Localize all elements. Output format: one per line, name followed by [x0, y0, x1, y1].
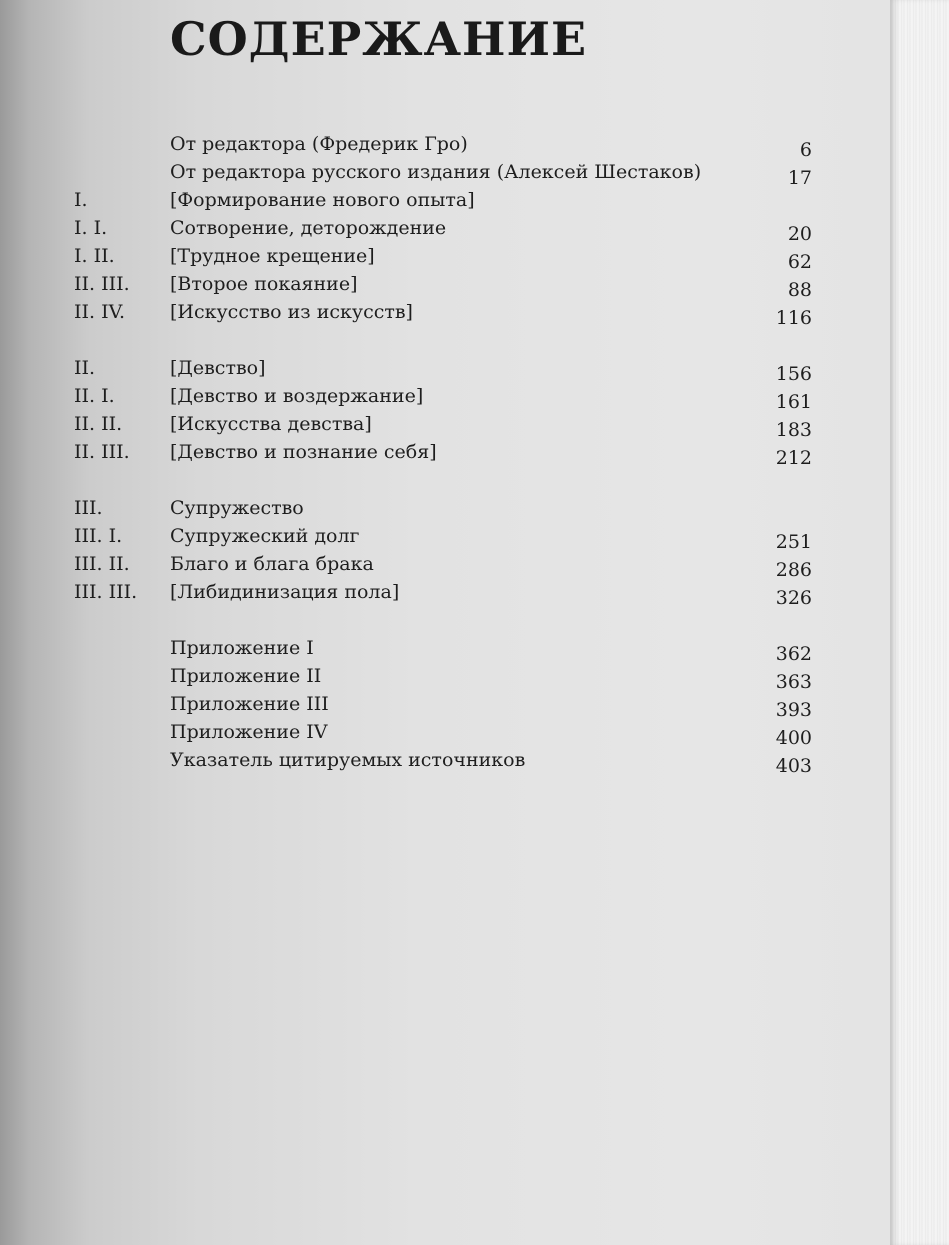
toc-entry — [0, 189, 890, 217]
toc-entry-page: 20 — [787, 223, 812, 245]
toc-entry-title: [Формирование нового опыта] — [170, 189, 475, 211]
toc-entry — [0, 385, 890, 413]
toc-entry-number: II. III. — [74, 441, 130, 463]
toc-entry — [0, 749, 890, 777]
toc-entry-number: I. II. — [74, 245, 115, 267]
toc-entry — [0, 637, 890, 665]
toc-entry-number: III. III. — [74, 581, 138, 603]
toc-entry — [0, 525, 890, 553]
toc-entry-number: II. — [74, 357, 96, 379]
toc-entry-title: Приложение II — [170, 665, 322, 687]
toc-entry-title: Приложение IV — [170, 721, 328, 743]
toc-entry-title: [Девство и познание себя] — [170, 441, 437, 463]
toc-entry — [0, 441, 890, 469]
toc-entry-title: Указатель цитируемых источников — [170, 749, 526, 771]
toc-entry — [0, 273, 890, 301]
toc-entry-title: Приложение I — [170, 637, 314, 659]
toc-entry-page: 393 — [775, 699, 812, 721]
toc-entry — [0, 133, 890, 161]
toc-entry-page: 363 — [775, 671, 812, 693]
toc-entry-page: 400 — [775, 727, 812, 749]
toc-entry-title: [Либидинизация пола] — [170, 581, 400, 603]
toc-entry — [0, 665, 890, 693]
toc-entry-title: [Искусство из искусств] — [170, 301, 413, 323]
page-title: СОДЕРЖАНИЕ — [170, 12, 588, 66]
toc-entry-number: I. — [74, 189, 88, 211]
toc-entry-page: 88 — [787, 279, 812, 301]
toc-entry-number: III. II. — [74, 553, 130, 575]
toc-entry-page: 183 — [775, 419, 812, 441]
page-stack-edge — [890, 0, 949, 1245]
toc-entry-number: II. IV. — [74, 301, 126, 323]
toc-entry-number: II. I. — [74, 385, 115, 407]
toc-entry-title: От редактора (Фредерик Гро) — [170, 133, 468, 155]
toc-entry-page: 326 — [775, 587, 812, 609]
toc-entry-title: Приложение III — [170, 693, 329, 715]
toc-entry-page: 116 — [775, 307, 812, 329]
toc-entry-title: [Девство] — [170, 357, 266, 379]
toc-entry-page: 62 — [787, 251, 812, 273]
toc-entry — [0, 301, 890, 329]
toc-entry — [0, 553, 890, 581]
toc-entry-page: 362 — [775, 643, 812, 665]
toc-entry — [0, 217, 890, 245]
toc-entry-title: [Второе покаяние] — [170, 273, 358, 295]
toc-entry-page: 251 — [775, 531, 812, 553]
toc-entry-number: III. — [74, 497, 103, 519]
toc-entry-title: [Трудное крещение] — [170, 245, 375, 267]
toc-entry-title: От редактора русского издания (Алексей Шестаков) — [170, 161, 702, 183]
toc-entry-page: 6 — [799, 139, 812, 161]
toc-entry-number: III. I. — [74, 525, 123, 547]
toc-entry-number: II. III. — [74, 273, 130, 295]
toc-entry-title: Супружество — [170, 497, 304, 519]
toc-entry — [0, 357, 890, 385]
toc-entry — [0, 693, 890, 721]
toc-entry — [0, 497, 890, 525]
toc-entry-title: Благо и блага брака — [170, 553, 374, 575]
toc-entry-page: 286 — [775, 559, 812, 581]
toc-entry — [0, 413, 890, 441]
toc-entry-page: 212 — [775, 447, 812, 469]
toc-entry-title: [Девство и воздержание] — [170, 385, 424, 407]
toc-entry-number: I. I. — [74, 217, 108, 239]
toc-entry — [0, 581, 890, 609]
toc-entry — [0, 161, 890, 189]
toc-entry-title: Супружеский долг — [170, 525, 360, 547]
toc-entry-page: 156 — [775, 363, 812, 385]
toc-entry-title: Сотворение, деторождение — [170, 217, 447, 239]
toc-entry — [0, 721, 890, 749]
toc-entry-page: 161 — [775, 391, 812, 413]
toc-entry-page: 17 — [787, 167, 812, 189]
toc-entry — [0, 245, 890, 273]
toc-entry-number: II. II. — [74, 413, 123, 435]
toc-entry-title: [Искусства девства] — [170, 413, 372, 435]
toc-entry-page: 403 — [775, 755, 812, 777]
